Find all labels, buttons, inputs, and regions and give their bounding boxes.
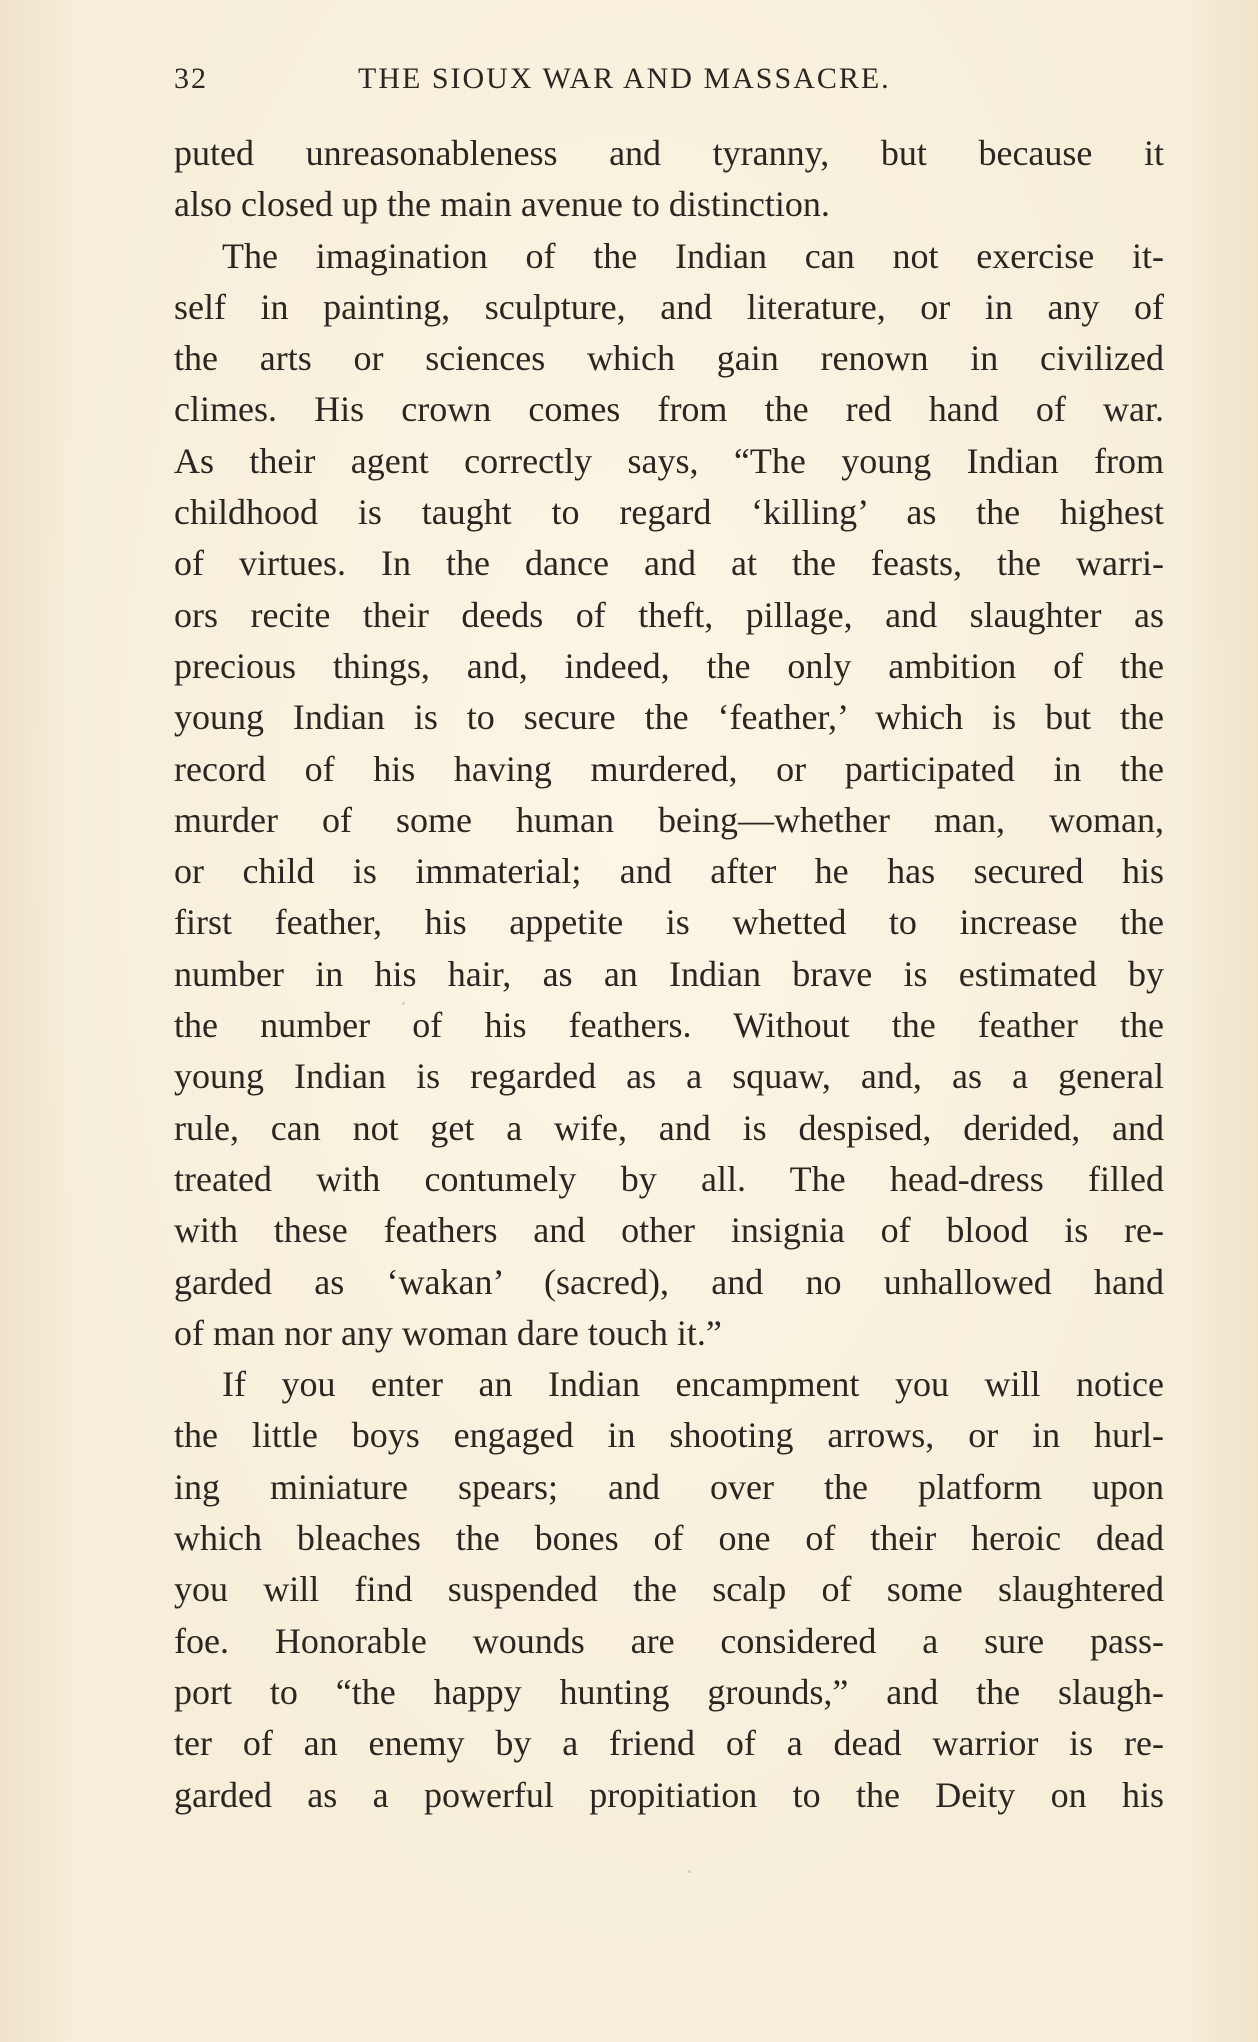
text-line: record of his having murdered, or participated in the bbox=[174, 748, 1164, 789]
text-line: with these feathers and other insignia of blood is re- bbox=[174, 1210, 1164, 1251]
text-line: also closed up the main avenue to distinction. bbox=[174, 184, 830, 225]
text-line: As their agent correctly says, “The young Indian from bbox=[174, 440, 1164, 481]
text-line: ing miniature spears; and over the platform upon bbox=[174, 1466, 1164, 1507]
paper-speck bbox=[402, 1002, 405, 1005]
text-line: young Indian is to secure the ‘feather,’ which is but the bbox=[174, 697, 1164, 738]
text-line: which bleaches the bones of one of their heroic dead bbox=[174, 1518, 1164, 1559]
text-line: garded as a powerful propitiation to the Deity on his bbox=[174, 1774, 1164, 1815]
text-line: ter of an enemy by a friend of a dead warrior is re- bbox=[174, 1723, 1164, 1764]
text-line: first feather, his appetite is whetted to increase the bbox=[174, 902, 1164, 943]
text-line: the number of his feathers. Without the feather the bbox=[174, 1005, 1164, 1046]
page-number: 32 bbox=[174, 62, 208, 95]
text-line: precious things, and, indeed, the only ambition of the bbox=[174, 645, 1164, 686]
text-line: the little boys engaged in shooting arrows, or in hurl- bbox=[174, 1415, 1164, 1456]
text-line: young Indian is regarded as a squaw, and, as a general bbox=[174, 1056, 1164, 1097]
text-line: climes. His crown comes from the red hand of war. bbox=[174, 389, 1164, 430]
running-head bbox=[174, 62, 1174, 102]
text-line: or child is immaterial; and after he has secured his bbox=[174, 851, 1164, 892]
text-line: of man nor any woman dare touch it.” bbox=[174, 1312, 722, 1353]
text-line: of virtues. In the dance and at the feasts, the warri- bbox=[174, 543, 1164, 584]
text-line: murder of some human being—whether man, woman, bbox=[174, 799, 1164, 840]
running-title: THE SIOUX WAR AND MASSACRE. bbox=[358, 62, 891, 95]
text-line: self in painting, sculpture, and literature, or in any of bbox=[174, 286, 1164, 327]
text-line: port to “the happy hunting grounds,” and the slaugh- bbox=[174, 1671, 1164, 1712]
text-line: If you enter an Indian encampment you will notice bbox=[222, 1364, 1164, 1405]
text-line: ors recite their deeds of theft, pillage, and slaughter as bbox=[174, 594, 1164, 635]
text-line: you will find suspended the scalp of some slaughtered bbox=[174, 1569, 1164, 1610]
text-line: childhood is taught to regard ‘killing’ as the highest bbox=[174, 492, 1164, 533]
text-line: number in his hair, as an Indian brave is estimated by bbox=[174, 953, 1164, 994]
text-line: the arts or sciences which gain renown in civilized bbox=[174, 338, 1164, 379]
text-line: garded as ‘wakan’ (sacred), and no unhallowed hand bbox=[174, 1261, 1164, 1302]
text-line: puted unreasonableness and tyranny, but because it bbox=[174, 133, 1164, 173]
text-line: treated with contumely by all. The head-dress filled bbox=[174, 1158, 1164, 1199]
paper-speck bbox=[688, 1870, 691, 1873]
body-text bbox=[174, 128, 1164, 1821]
text-line: The imagination of the Indian can not exercise it- bbox=[222, 235, 1164, 276]
text-line: foe. Honorable wounds are considered a sure pass- bbox=[174, 1620, 1164, 1661]
text-line: rule, can not get a wife, and is despised, derided, and bbox=[174, 1107, 1164, 1148]
